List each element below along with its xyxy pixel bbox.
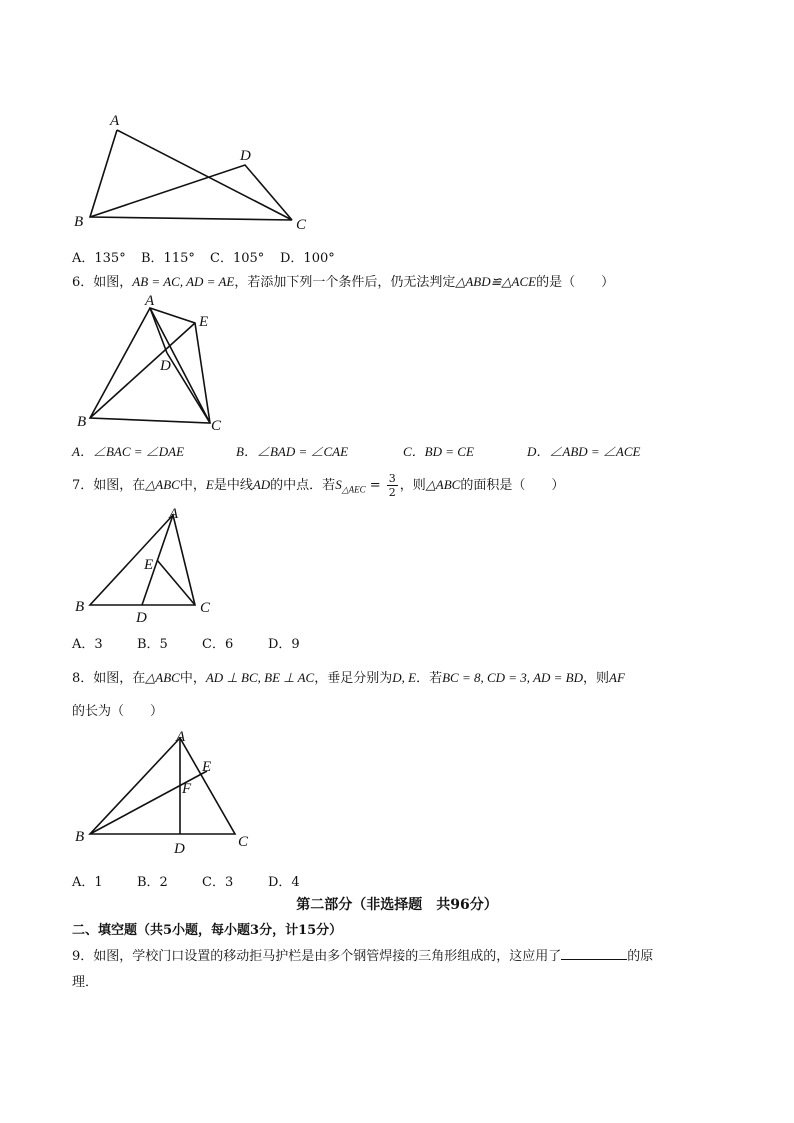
q8-label-d: D	[174, 841, 185, 856]
q7-fraction	[387, 472, 398, 499]
q7-mid4: ，则	[399, 478, 426, 493]
q9-stem	[72, 945, 653, 964]
q6-segment-bd	[90, 323, 195, 418]
q7-prefix: 7．如图，在	[72, 478, 146, 493]
q6-suffix: 的是（ ）	[536, 275, 615, 290]
q7-mid1: 中，	[179, 478, 206, 493]
q8-option-d[interactable]: D．4	[268, 875, 300, 890]
q7-label-d: D	[136, 610, 147, 626]
q5-option-d[interactable]: D．100°	[280, 251, 335, 266]
q7-option-d[interactable]: D．9	[268, 637, 300, 652]
q6-label-a: A	[145, 293, 155, 309]
q5-option-a[interactable]: A．135°	[72, 251, 126, 266]
q7-triangle: △ABC	[145, 477, 180, 492]
q7-option-a[interactable]: A．3	[72, 637, 103, 652]
q6-congruence: △ABD≌△ACE	[455, 274, 537, 289]
q9-stem-line2: 理．	[72, 975, 99, 990]
q8-prefix: 8．如图，在	[72, 671, 146, 686]
q8-option-c[interactable]: C．3	[202, 875, 234, 890]
q8-stem-line2: 的长为（ ）	[72, 704, 164, 719]
part2-title: 第二部分（非选择题 共96分）	[296, 897, 498, 913]
q7-equals: =	[365, 478, 385, 493]
q7-median-ad: AD	[252, 477, 271, 492]
q7-point-e: E	[205, 477, 214, 492]
q6-option-d[interactable]: D．∠ABD = ∠ACE	[527, 444, 641, 459]
q5-option-c[interactable]: C．105°	[210, 251, 265, 266]
q6-segment-dc	[167, 353, 210, 423]
q5-label-b: B	[74, 214, 84, 230]
q6-stem	[72, 271, 614, 290]
q5-triangle-dbc	[90, 165, 292, 220]
q5-option-b[interactable]: B．115°	[141, 251, 195, 266]
q8-feet: D, E	[392, 670, 417, 685]
q8-mid4: ，则	[583, 671, 610, 686]
q7-triangle-2: △ABC	[425, 477, 461, 492]
q6-label-d: D	[160, 358, 171, 374]
q5-label-a: A	[110, 113, 120, 129]
q8-triangle: △ABC	[145, 670, 180, 685]
q8-label-e: E	[202, 759, 212, 775]
q7-denominator: 2	[388, 486, 396, 499]
q6-figure	[70, 293, 250, 433]
q6-option-b[interactable]: B．∠BAD = ∠CAE	[236, 444, 349, 459]
q8-option-b[interactable]: B．2	[137, 875, 168, 890]
q6-prefix: 6．如图，	[72, 275, 133, 290]
q6-option-c[interactable]: C．BD = CE	[403, 444, 474, 459]
q8-stem	[72, 667, 625, 686]
q9-after: 的原	[627, 949, 654, 964]
q6-label-c: C	[211, 418, 222, 433]
q8-option-a[interactable]: A．1	[72, 875, 103, 890]
q9-answer-blank[interactable]	[561, 947, 627, 960]
q7-figure	[70, 503, 230, 628]
q8-figure	[70, 726, 260, 856]
q7-label-e: E	[144, 557, 154, 573]
q7-area-symbol: $S_{\triangle AEC}$	[335, 477, 366, 495]
q8-mid1: 中，	[179, 671, 206, 686]
q7-label-c: C	[200, 600, 211, 616]
q6-label-b: B	[77, 414, 87, 430]
q7-label-a: A	[169, 506, 179, 522]
q7-suffix: 的面积是（ ）	[460, 478, 565, 493]
q8-mid3: ．若	[416, 671, 443, 686]
q7-option-c[interactable]: C．6	[202, 637, 234, 652]
q8-label-c: C	[238, 834, 249, 850]
q8-mid2: ，垂足分别为	[314, 671, 393, 686]
q6-condition: AB = AC, AD = AE	[132, 274, 235, 289]
q8-perpendiculars: AD ⊥ BC, BE ⊥ AC	[205, 670, 315, 685]
q7-mid2: 是中线	[213, 478, 253, 493]
q5-label-d: D	[240, 148, 251, 164]
q7-numerator: 3	[388, 472, 396, 485]
q8-label-f: F	[182, 781, 192, 797]
q6-segment-ad	[150, 308, 167, 353]
q7-stem	[72, 472, 564, 499]
q6-option-a[interactable]: A．∠BAC = ∠DAE	[72, 444, 185, 459]
q7-triangle-abc	[90, 515, 195, 605]
q8-triangle-abc	[90, 738, 235, 834]
section-fill-in-heading: 二、填空题（共5小题，每小题3分，计15分）	[72, 923, 343, 938]
q8-af: AF	[609, 670, 625, 685]
q7-label-b: B	[75, 599, 85, 615]
q6-label-e: E	[199, 314, 209, 330]
q6-mid: ，若添加下列一个条件后，仍无法判定	[234, 275, 456, 290]
q7-option-b[interactable]: B．5	[137, 637, 168, 652]
q9-text: 9．如图，学校门口设置的移动拒马护栏是由多个钢管焊接的三角形组成的，这应用了	[72, 949, 562, 964]
q5-label-c: C	[296, 217, 307, 233]
q8-label-a: A	[176, 729, 186, 745]
q5-figure	[70, 105, 330, 240]
q7-mid3: 的中点．若	[270, 478, 336, 493]
q8-label-b: B	[75, 829, 85, 845]
q8-values: BC = 8, CD = 3, AD = BD	[442, 670, 584, 685]
